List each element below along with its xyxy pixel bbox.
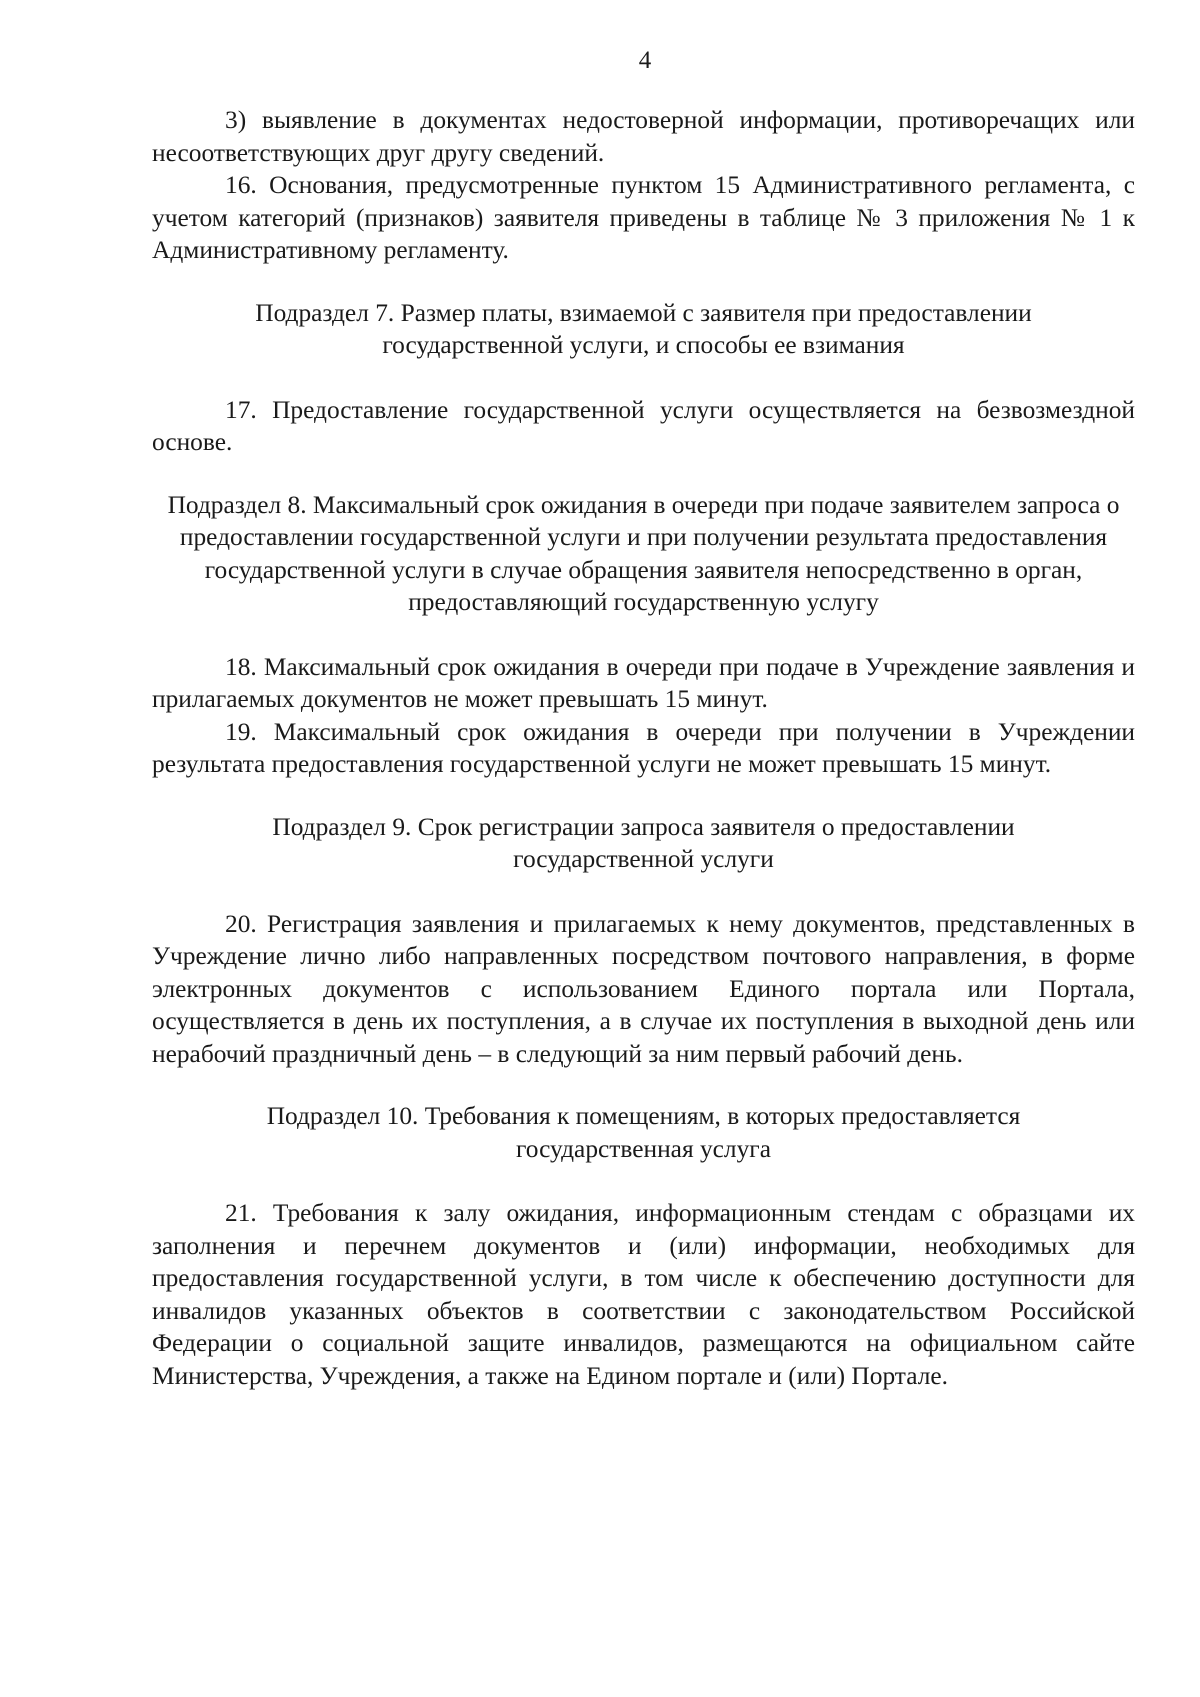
page-number: 4 bbox=[638, 47, 652, 74]
paragraph-17: 17. Предоставление государственной услуги осуществляется на безвозмездной основе. bbox=[152, 395, 1135, 456]
paragraph-16: 16. Основания, предусмотренные пунктом 15 Административного регламента, с учетом категорий (признаков) заявителя приведены в таблице № 3 приложения № 1 к Административному регламенту. bbox=[152, 171, 1135, 264]
paragraph-19: 19. Максимальный срок ожидания в очереди при получении в Учреждении результата предоставления государственной услуги не может превышать 15 минут. bbox=[152, 717, 1135, 778]
paragraph-21: 21. Требования к залу ожидания, информационным стендам с образцами их заполнения и перечнем документов и (или) информации, необходимых для предоставления государственной услуги, в том числе к обеспечению доступности для инвалидов указанных объектов в соответствии с законодательством Российской Федерации о социальной защите инвалидов, размещаются на официальном сайте Министерства, Учреждения, а также на Едином портале и (или) Портале. bbox=[152, 1199, 1135, 1390]
heading-subsection-10: Подраздел 10. Требования к помещениям, в которых предоставляется государственная услуга bbox=[266, 1102, 1021, 1163]
paragraph-item-3: 3) выявление в документах недостоверной информации, противоречащих или несоответствующих друг другу сведений. bbox=[152, 106, 1135, 167]
heading-subsection-7: Подраздел 7. Размер платы, взимаемой с заявителя при предоставлении государственной услуги, и способы ее взимания bbox=[255, 298, 1032, 359]
paragraph-20: 20. Регистрация заявления и прилагаемых к нему документов, представленных в Учреждение лично либо направленных посредством почтового направления, в форме электронных документов с использованием Единого портала или Портала, осуществляется в день их поступления, а в случае их поступления в выходной день или нерабочий праздничный день – в следующий за ним первый рабочий день. bbox=[152, 909, 1135, 1068]
heading-subsection-9: Подраздел 9. Срок регистрации запроса заявителя о предоставлении государственной услуги bbox=[272, 812, 1015, 873]
document-body bbox=[152, 104, 1135, 1392]
paragraph-18: 18. Максимальный срок ожидания в очереди при подаче в Учреждение заявления и прилагаемых документов не может превышать 15 минут. bbox=[152, 652, 1135, 713]
heading-subsection-8: Подраздел 8. Максимальный срок ожидания в очереди при подаче заявителем запроса о предоставлении государственной услуги и при получении результата предоставления государственной услуги в случае обращения заявителя непосредственно в орган, предоставляющий государственную услугу bbox=[167, 490, 1120, 616]
